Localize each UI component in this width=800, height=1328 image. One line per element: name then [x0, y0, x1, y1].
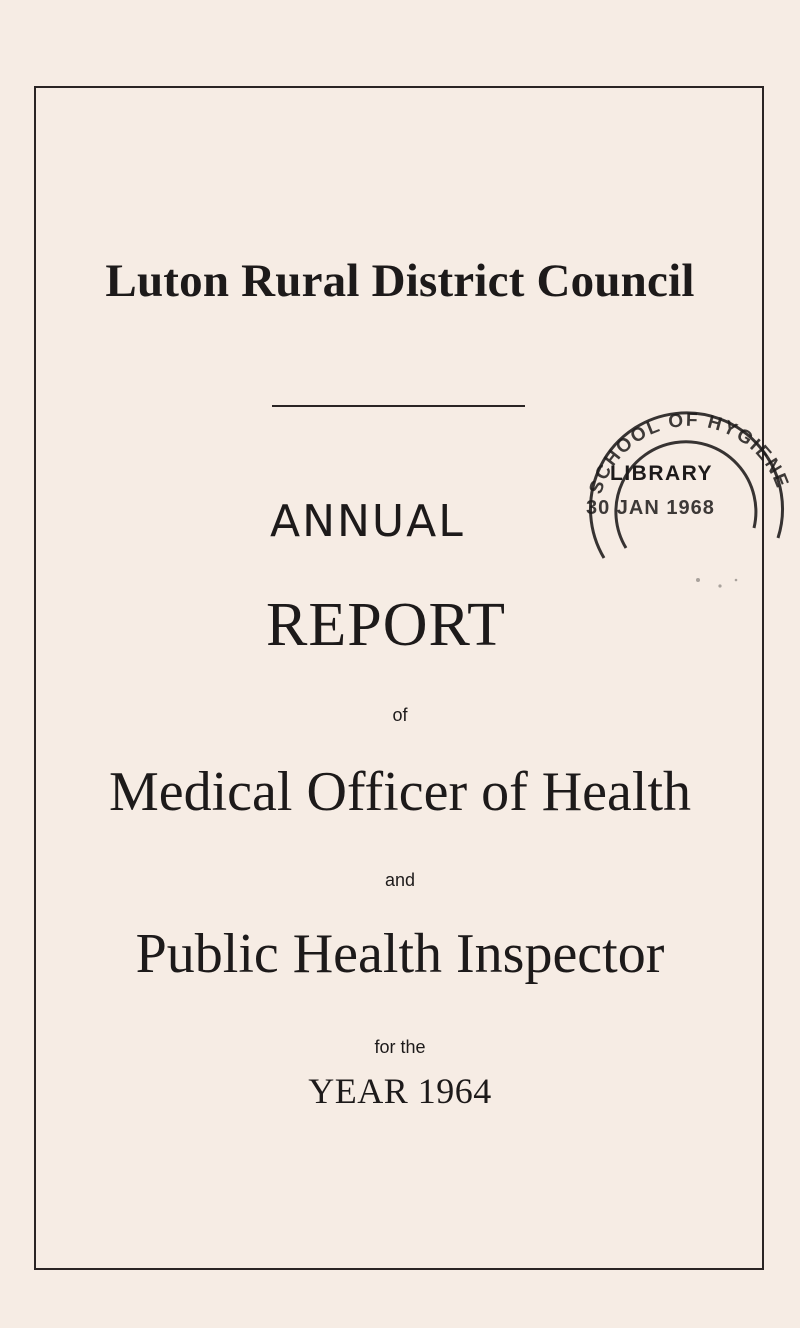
stamp-date: 30 JAN 1968: [586, 497, 715, 519]
stamp-inner-ring: [616, 442, 756, 548]
council-title: Luton Rural District Council: [105, 255, 695, 307]
annual-heading: ANNUAL: [270, 496, 465, 547]
stamp-library-label: LIBRARY: [610, 462, 714, 485]
for-the-label: for the: [374, 1037, 426, 1057]
and-label: and: [384, 870, 416, 890]
stamp-smudge-marks: [696, 578, 737, 588]
frame-bottom-border: [34, 1268, 764, 1270]
stamp-ring-text: SCHOOL OF HYGIENE: [585, 409, 793, 497]
report-heading: REPORT: [266, 591, 506, 659]
medical-officer-heading: Medical Officer of Health: [108, 761, 692, 823]
library-stamp: [570, 388, 800, 618]
frame-top-border: [34, 86, 764, 88]
title-rule: [272, 405, 525, 407]
of-label: of: [392, 705, 408, 725]
year-heading: YEAR 1964: [308, 1071, 492, 1111]
public-health-inspector-heading: Public Health Inspector: [135, 923, 665, 985]
